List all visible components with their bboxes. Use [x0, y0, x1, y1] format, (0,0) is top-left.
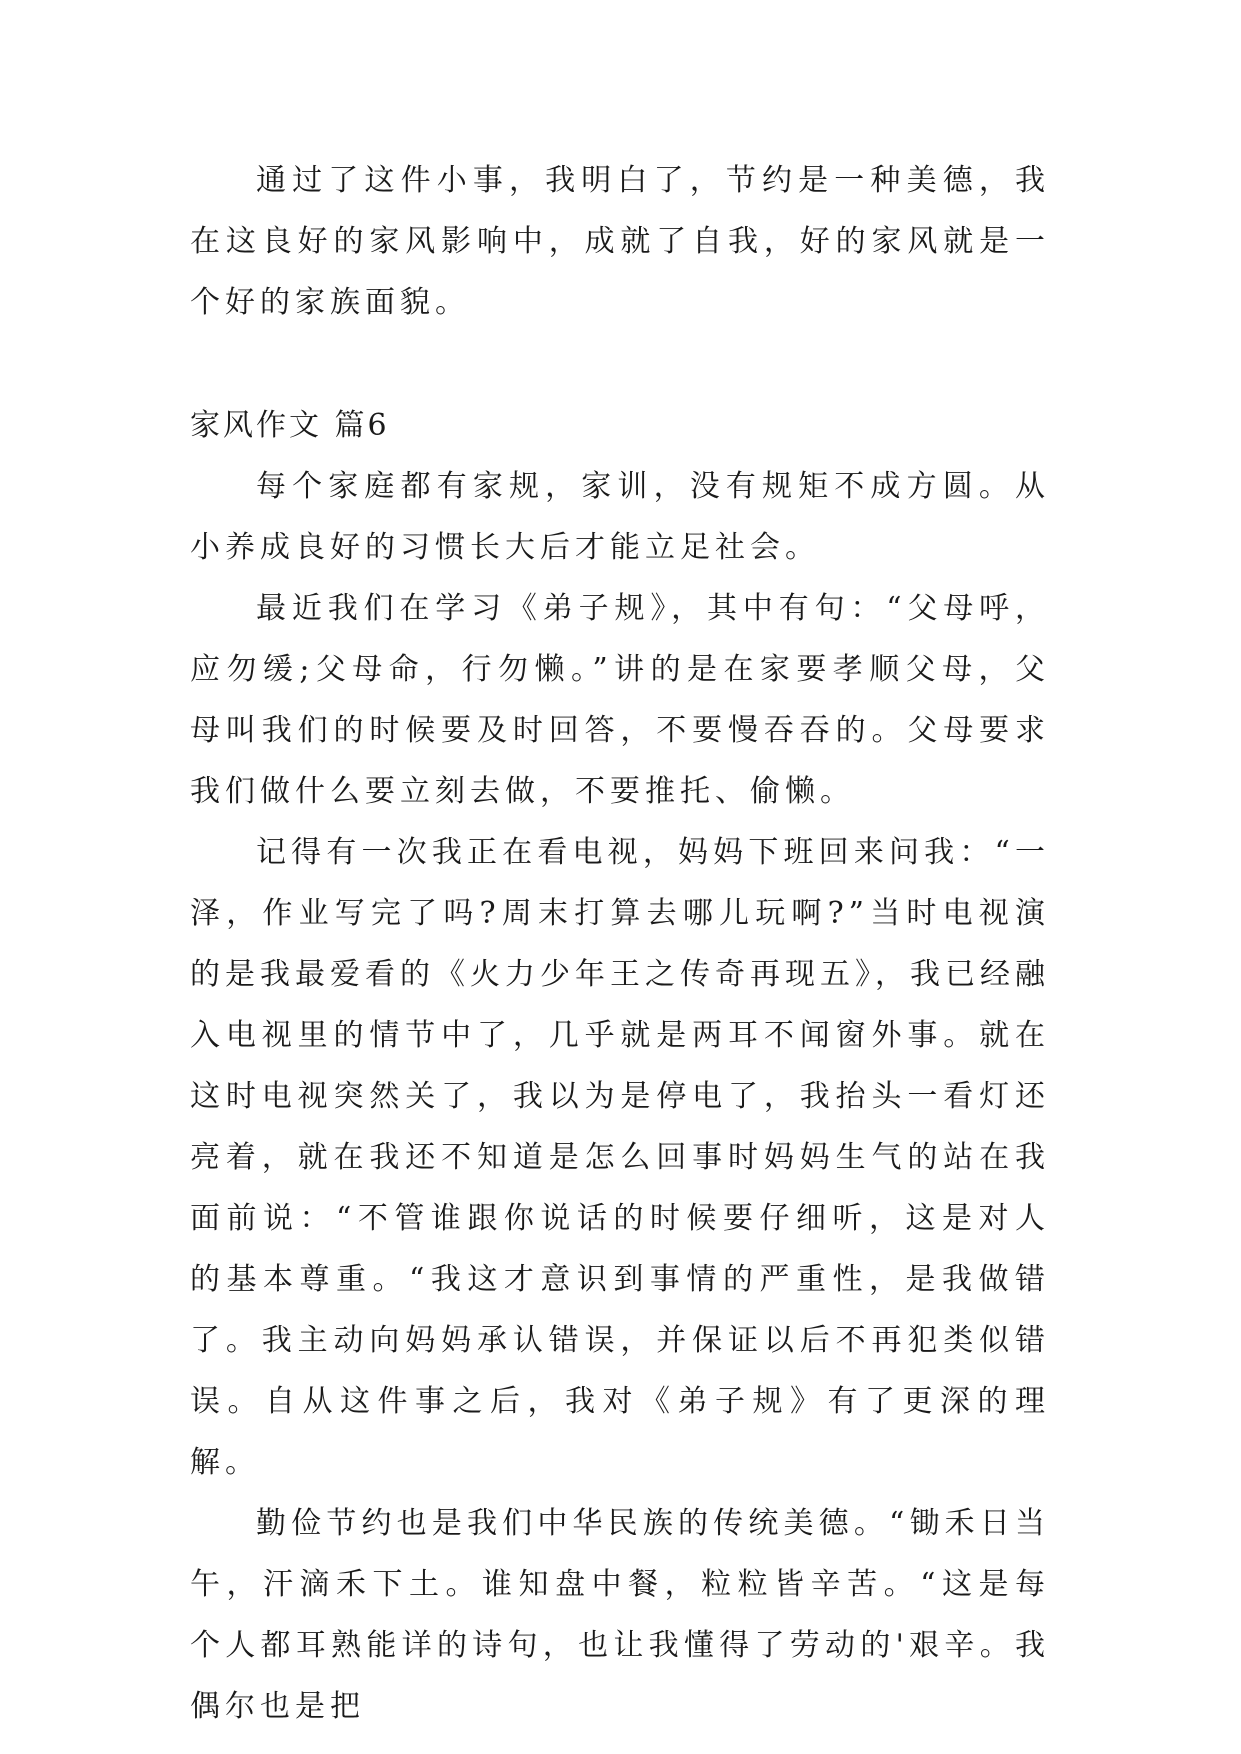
intro-paragraph: 通过了这件小事，我明白了，节约是一种美德，我在这良好的家风影响中，成就了自我，好的家风就是一个好的家族面貌。: [190, 163, 1050, 320]
document-body: [190, 150, 1050, 1737]
paragraph-3: 记得有一次我正在看电视，妈妈下班回来问我：“一泽，作业写完了吗?周末打算去哪儿玩啊?”当时电视演的是我最爱看的《火力少年王之传奇再现五》，我已经融入电视里的情节中了，几乎就是两耳不闻窗外事。就在这时电视突然关了，我以为是停电了，我抬头一看灯还亮着，就在我还不知道是怎么回事时妈妈生气的站在我面前说：“不管谁跟你说话的时候要仔细听，这是对人的基本尊重。“我这才意识到事情的严重性，是我做错了。我主动向妈妈承认错误，并保证以后不再犯类似错误。自从这件事之后，我对《弟子规》有了更深的理解。: [190, 835, 1050, 1480]
paragraph-1: 每个家庭都有家规，家训，没有规矩不成方圆。从小养成良好的习惯长大后才能立足社会。: [190, 469, 1050, 565]
paragraph-4: 勤俭节约也是我们中华民族的传统美德。“锄禾日当午，汗滴禾下土。谁知盘中餐，粒粒皆辛苦。“这是每个人都耳熟能详的诗句，也让我懂得了劳动的'艰辛。我偶尔也是把: [190, 1506, 1050, 1724]
section-title: 家风作文 篇6: [190, 408, 390, 443]
paragraph-2: 最近我们在学习《弟子规》，其中有句：“父母呼，应勿缓;父母命，行勿懒。”讲的是在家要孝顺父母，父母叫我们的时候要及时回答，不要慢吞吞的。父母要求我们做什么要立刻去做，不要推托、偷懒。: [190, 591, 1050, 809]
